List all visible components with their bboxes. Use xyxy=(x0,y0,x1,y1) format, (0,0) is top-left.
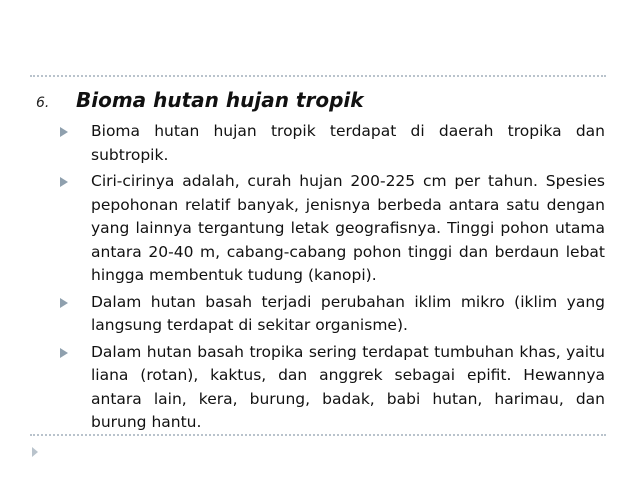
bullet-item-flora-fauna xyxy=(60,341,605,435)
heading-title: Bioma hutan hujan tropik xyxy=(76,88,364,112)
bullet-text: Dalam hutan basah tropika sering terdapat tumbuhan khas, yaitu liana (rotan), kaktus, dan anggrek sebagai epifit. Hewannya antara lain, kera, burung, badak, babi hutan, harimau, dan burung hantu. xyxy=(91,342,605,431)
next-slide-arrow-icon[interactable] xyxy=(32,447,38,457)
top-divider xyxy=(30,75,606,77)
bullet-text: Bioma hutan hujan tropik terdapat di daerah tropika dan subtropik. xyxy=(91,122,605,164)
slide-heading xyxy=(36,88,364,112)
bullet-text: Ciri-cirinya adalah, curah hujan 200-225 cm per tahun. Spesies pepohonan relatif banyak, jenisnya berbeda antara satu dengan yang lainnya tergantung letak geografisnya. Tinggi pohon utama antara 20-40 m, cabang-cabang pohon tinggi dan berdaun lebat hingga membentuk tudung (kanopi). xyxy=(91,172,605,284)
bullet-text: Dalam hutan basah terjadi perubahan iklim mikro (iklim yang langsung terdapat di sekitar organisme). xyxy=(91,292,605,334)
bottom-divider xyxy=(30,434,606,436)
triangle-bullet-icon xyxy=(60,348,68,358)
bullet-item-characteristics xyxy=(60,170,605,288)
triangle-bullet-icon xyxy=(60,127,68,137)
bullet-list xyxy=(60,120,605,438)
heading-number: 6. xyxy=(36,95,50,111)
triangle-bullet-icon xyxy=(60,298,68,308)
triangle-bullet-icon xyxy=(60,177,68,187)
bullet-item-microclimate xyxy=(60,291,605,338)
bullet-item-location xyxy=(60,120,605,167)
